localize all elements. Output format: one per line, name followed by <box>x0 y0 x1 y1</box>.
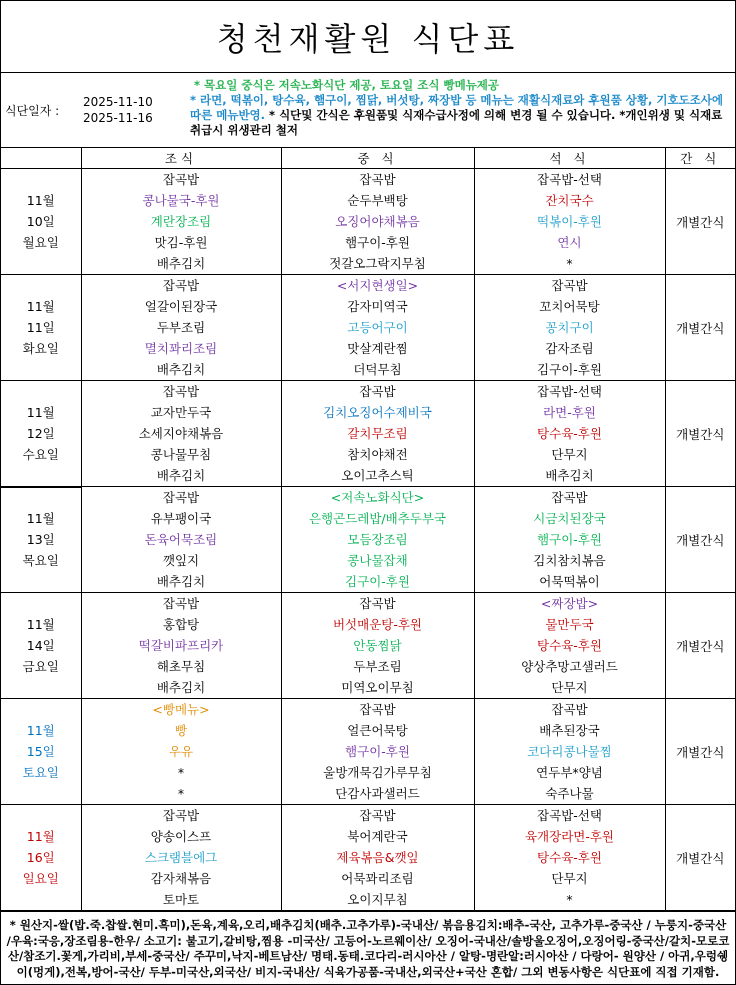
menu-item: 감자미역국 <box>347 299 408 314</box>
menu-item: 우유 <box>168 744 194 759</box>
day-label-line: 수요일 <box>22 446 59 462</box>
menu-item: 버섯매운탕-후원 <box>332 617 423 632</box>
menu-item: * <box>177 786 185 801</box>
day-label-line: 11월 <box>26 193 55 208</box>
breakfast-cell <box>81 593 281 699</box>
menu-item: 갈치무조림 <box>347 426 408 441</box>
menu-item: <서지현생일> <box>336 278 419 293</box>
menu-item: 코다리콩나물찜 <box>527 744 612 759</box>
dinner-cell <box>474 699 665 805</box>
menu-item: 두부조림 <box>353 659 402 674</box>
breakfast-cell <box>81 487 281 593</box>
menu-item: 햄구이-후원 <box>537 532 602 547</box>
menu-item: 참치야채전 <box>347 447 408 462</box>
menu-item: 떡갈비파프리카 <box>138 638 224 653</box>
menu-item: 은행곤드레밥/배추두부국 <box>308 511 447 526</box>
menu-item: 잡곡밥 <box>359 384 396 399</box>
menu-item: 배추김치 <box>156 574 206 589</box>
menu-item: 오이지무침 <box>347 892 408 907</box>
menu-item: 빵 <box>174 723 188 738</box>
menu-item: 잡곡밥-선택 <box>537 808 602 823</box>
day-label <box>1 593 81 699</box>
lunch-cell <box>281 275 474 381</box>
menu-item: 떡볶이-후원 <box>537 214 602 229</box>
snack-cell: 개별간식 <box>665 699 735 805</box>
menu-item: 연두부*양념 <box>536 765 603 780</box>
day-label-line: 12일 <box>26 425 55 441</box>
dinner-cell <box>474 169 665 275</box>
menu-item: 양송이스프 <box>150 829 212 844</box>
day-label-line: 목요일 <box>22 553 59 569</box>
menu-item: 감자채볶음 <box>150 871 212 886</box>
notice-line-2: * 라면, 떡볶이, 탕수육, 햄구이, 찜닭, 버섯탕, 짜장밥 등 메뉴는 재활식재료와 후원품 상황, 기호도조사에 따른 메뉴반영. <box>190 93 723 122</box>
menu-item: 단무지 <box>551 680 588 695</box>
lunch-cell <box>281 593 474 699</box>
day-label-line: 11일 <box>26 320 55 335</box>
day-label-line: 14일 <box>26 638 55 653</box>
menu-item: <빵메뉴> <box>152 702 210 717</box>
menu-item: 잡곡밥 <box>162 384 200 399</box>
info-section <box>1 73 735 148</box>
menu-item: 토마토 <box>162 892 200 907</box>
menu-item: 콩나물국-후원 <box>142 193 220 208</box>
menu-item: 배추김치 <box>156 362 206 377</box>
day-label <box>1 169 81 275</box>
day-label-line: 11월 <box>26 829 55 844</box>
menu-item: 미역오이무침 <box>341 680 414 695</box>
menu-item: 배추김치 <box>156 468 206 483</box>
header-lunch: 중 식 <box>281 148 474 169</box>
menu-item: 잡곡밥 <box>551 278 588 293</box>
lunch-cell <box>281 487 474 593</box>
dinner-cell <box>474 593 665 699</box>
day-label-line: 11월 <box>26 511 55 527</box>
snack-cell: 개별간식 <box>665 805 735 911</box>
menu-item: 김구이-후원 <box>537 362 602 377</box>
menu-item: 꽁치구이 <box>545 320 594 335</box>
menu-item: 김치오징어수제비국 <box>323 405 432 420</box>
menu-item: 배추된장국 <box>539 723 600 738</box>
menu-item: 잡곡밥 <box>162 596 200 611</box>
notice-block <box>186 73 735 147</box>
menu-item: 숙주나물 <box>545 786 594 801</box>
lunch-cell <box>281 699 474 805</box>
menu-item: <짜장밥> <box>540 596 599 611</box>
menu-item: 라면-후원 <box>543 405 596 420</box>
menu-item: 잔치국수 <box>545 193 594 208</box>
menu-item: 양상추망고샐러드 <box>521 659 618 674</box>
menu-item: 탕수육-후원 <box>537 638 602 653</box>
menu-item: 배추김치 <box>545 468 594 483</box>
date-block <box>1 73 186 147</box>
menu-item: 스크램블에그 <box>144 850 218 865</box>
menu-item: 잡곡밥-선택 <box>537 384 602 399</box>
menu-item: 모듬장조림 <box>347 532 408 547</box>
menu-item: 고등어구이 <box>347 320 408 335</box>
menu-table <box>1 148 735 911</box>
menu-item: <저속노화식단> <box>330 490 425 505</box>
day-label-line: 금요일 <box>22 659 59 674</box>
lunch-cell <box>281 169 474 275</box>
breakfast-cell <box>81 275 281 381</box>
day-row <box>1 487 735 593</box>
date-from: 2025-11-10 <box>83 95 153 109</box>
menu-item: 어묵꽈리조림 <box>341 871 414 886</box>
menu-item: 잡곡밥 <box>359 702 396 717</box>
menu-item: 오이고추스틱 <box>341 468 414 483</box>
menu-item: 젓갈오그락지무침 <box>329 256 426 271</box>
header-snack: 간 식 <box>665 148 735 169</box>
menu-item: 멸치꽈리조림 <box>144 341 218 356</box>
menu-item: 콩나물잡채 <box>347 553 408 568</box>
day-label-line: 토요일 <box>22 765 59 780</box>
menu-item: 잡곡밥 <box>162 490 200 505</box>
day-row <box>1 805 735 911</box>
menu-item: 유부팽이국 <box>150 511 212 526</box>
menu-item: 물만두국 <box>545 617 594 632</box>
menu-item: 홍합탕 <box>162 617 200 632</box>
menu-item: 얼큰어묵탕 <box>347 723 408 738</box>
lunch-cell <box>281 381 474 487</box>
menu-item: 잡곡밥 <box>359 596 396 611</box>
dinner-cell <box>474 805 665 911</box>
day-label-line: 일요일 <box>22 871 59 886</box>
day-row <box>1 381 735 487</box>
menu-item: 울방개묵김가루무침 <box>323 765 432 780</box>
menu-item: 감자조림 <box>545 341 594 356</box>
day-label-line: 10일 <box>26 214 55 229</box>
menu-item: 돈육어묵조림 <box>144 532 218 547</box>
day-label-line: 13일 <box>26 532 55 548</box>
breakfast-cell <box>81 805 281 911</box>
date-range <box>83 94 153 126</box>
menu-item: 잡곡밥-선택 <box>537 172 602 187</box>
day-label-line: 11월 <box>26 723 55 738</box>
menu-item: 꼬치어묵탕 <box>539 299 600 314</box>
day-label-line: 11월 <box>26 299 55 314</box>
menu-item: 얼갈이된장국 <box>144 299 218 314</box>
menu-item: 맛살계란찜 <box>347 341 408 356</box>
day-label <box>1 487 81 593</box>
menu-item: 두부조림 <box>156 320 206 335</box>
day-label-line: 15일 <box>26 744 55 759</box>
menu-item: 제육볶음&깻잎 <box>336 850 419 865</box>
menu-item: 안동찜닭 <box>353 638 402 653</box>
menu-item: 잡곡밥 <box>551 702 588 717</box>
menu-item: 더덕무침 <box>353 362 402 377</box>
dinner-cell <box>474 381 665 487</box>
menu-item: 잡곡밥 <box>359 808 396 823</box>
day-row <box>1 699 735 805</box>
origin-footer: * 원산지-쌀(밥.죽.찹쌀.현미.흑미),돈육,계육,오리,배추김치(배추.고추가루)-국내산/ 볶음용김치:배추-국산, 고추가루-중국산 / 누룽지-중국산 /우육:국응,장조림용-한우/ 소고기: 불고기,갈비탕,찜용 -미국산/ 고등어-노르웨이산/ 오징어-국내산/솔방울오징어,오징어링-중국산/갈치-모로코산/참조기.꽃게,가리비,부세-중국산/ 주꾸미,낙지-베트남산/ 명태.동태.코다리-러시아산 / 알탕-명란알:러시아산 / 다랑어- 원양산 / 아귀,우렁쉥이(멍게),전복,방어-국산/ 두부-미국산,외국산/ 비지-국내산/ 식육가공품-국내산,외국산+국산 혼합/ 그외 변동사항은 식단표에 직접 기재함. <box>1 911 735 980</box>
day-label <box>1 381 81 487</box>
menu-item: 김치참치볶음 <box>533 553 606 568</box>
date-label: 식단일자 : <box>5 103 60 118</box>
day-label-line: 화요일 <box>22 341 59 356</box>
day-row <box>1 169 735 275</box>
header-day <box>1 148 81 169</box>
header-breakfast: 조식 <box>81 148 281 169</box>
menu-item: 햄구이-후원 <box>345 744 410 759</box>
menu-item: 오징어야채볶음 <box>335 214 420 229</box>
menu-item: 소세지야채볶음 <box>138 426 224 441</box>
breakfast-cell <box>81 169 281 275</box>
menu-item: 잡곡밥 <box>162 278 200 293</box>
menu-item: 배추김치 <box>156 256 206 271</box>
snack-cell: 개별간식 <box>665 169 735 275</box>
menu-item: 깻잎지 <box>162 553 200 568</box>
snack-cell: 개별간식 <box>665 381 735 487</box>
menu-item: 순두부백탕 <box>347 193 408 208</box>
menu-item: 해초무침 <box>156 659 206 674</box>
menu-item: 단무지 <box>551 447 588 462</box>
breakfast-cell <box>81 381 281 487</box>
menu-item: 김구이-후원 <box>345 574 410 589</box>
day-label-line: 16일 <box>26 850 55 865</box>
header-row <box>1 148 735 169</box>
dinner-cell <box>474 487 665 593</box>
date-to: 2025-11-16 <box>83 111 153 125</box>
menu-item: * <box>177 765 185 780</box>
menu-item: * <box>566 256 573 271</box>
menu-item: 계란장조림 <box>150 214 212 229</box>
breakfast-cell <box>81 699 281 805</box>
menu-body <box>1 169 735 911</box>
menu-item: 단감사과샐러드 <box>335 786 420 801</box>
day-label <box>1 275 81 381</box>
menu-item: 탕수육-후원 <box>537 426 602 441</box>
day-label <box>1 805 81 911</box>
menu-item: * <box>566 892 573 907</box>
menu-item: 잡곡밥 <box>551 490 588 505</box>
page-title: 청천재활원 식단표 <box>1 1 735 73</box>
menu-item: 햄구이-후원 <box>345 235 410 250</box>
snack-cell: 개별간식 <box>665 593 735 699</box>
snack-cell: 개별간식 <box>665 275 735 381</box>
menu-item: 맛김-후원 <box>154 235 208 250</box>
notice-line-2-3 <box>190 93 731 138</box>
menu-item: 북어계란국 <box>347 829 408 844</box>
notice-line-1: * 목요일 중식은 저속노화식단 제공, 토요일 조식 빵메뉴제공 <box>194 78 500 92</box>
menu-item: 시금치된장국 <box>533 511 606 526</box>
menu-item: 잡곡밥 <box>162 172 200 187</box>
menu-item: 어묵떡볶이 <box>539 574 600 589</box>
menu-item: 단무지 <box>551 871 588 886</box>
day-label-line: 월요일 <box>22 235 59 250</box>
menu-item: 연시 <box>557 235 582 250</box>
menu-item: 탕수육-후원 <box>537 850 602 865</box>
day-label-line: 11월 <box>26 404 55 420</box>
header-dinner: 석 식 <box>474 148 665 169</box>
notice-line-3: * 식단및 간식은 후원품및 식재수급사정에 의해 변경 될 수 있습니다. *개인위생 및 식재료취급시 위생관리 철저 <box>190 108 723 137</box>
menu-item: 배추김치 <box>156 680 206 695</box>
menu-item: 교자만두국 <box>150 405 212 420</box>
day-row <box>1 275 735 381</box>
snack-cell: 개별간식 <box>665 487 735 593</box>
day-label <box>1 699 81 805</box>
menu-item: 육개장라면-후원 <box>524 829 615 844</box>
day-label-line: 11월 <box>26 617 55 632</box>
menu-item: 콩나물무침 <box>150 447 212 462</box>
day-row <box>1 593 735 699</box>
dinner-cell <box>474 275 665 381</box>
menu-item: 잡곡밥 <box>359 172 396 187</box>
lunch-cell <box>281 805 474 911</box>
menu-item: 잡곡밥 <box>162 808 200 823</box>
